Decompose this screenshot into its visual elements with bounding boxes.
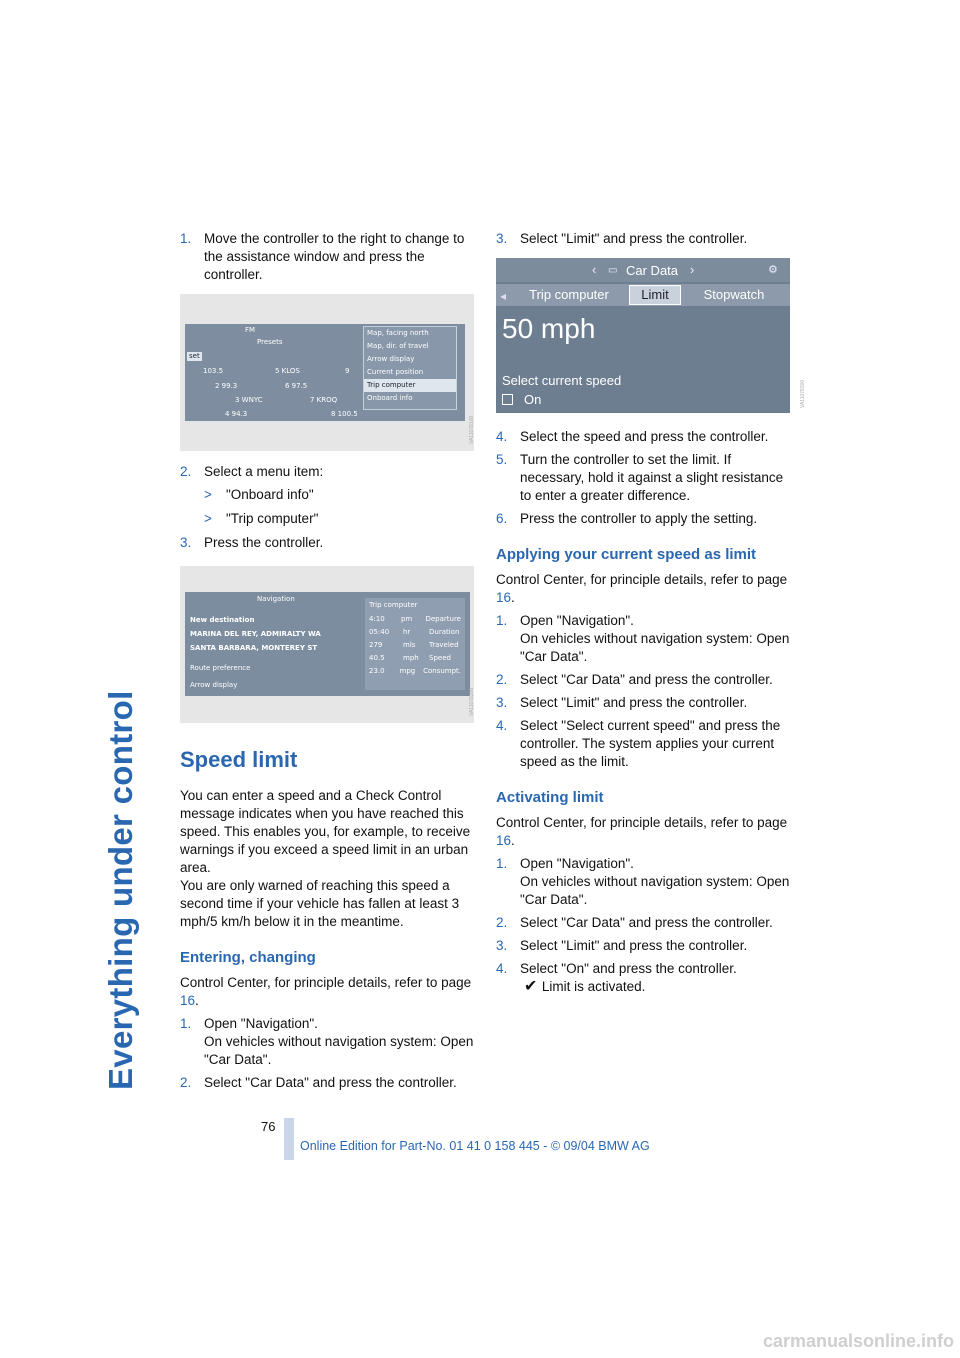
station-cell: 8 100.5 [331,410,358,418]
trip-label: Speed [429,654,451,662]
step-number: 4. [496,429,508,444]
step-number: 1. [496,613,508,628]
trip-label: Duration [429,628,460,636]
apply-steps-list [496,612,796,771]
trip-unit: mls [403,641,416,649]
bullet-arrow: > [204,487,212,502]
car-icon: ▭ [608,265,618,276]
watermark: carmanualsonline.info [762,1331,954,1351]
option-text: "Onboard info" [226,487,314,502]
station-cell: 3 WNYC [235,396,263,404]
station-cell: 103.5 [203,367,224,375]
trip-unit: pm [400,615,413,623]
step-item [180,230,476,284]
trip-value: 279 [369,641,383,649]
trip-values [365,613,465,678]
step-text: Open "Navigation". [520,613,634,628]
select-current-speed[interactable]: Select current speed [502,373,622,388]
step-number: 5. [496,452,508,467]
paragraph: Control Center, for principle details, refer to page 16. [180,975,472,1008]
trip-value: 4:10 [369,615,385,623]
screenshot-limit [496,258,806,416]
tab-stopwatch[interactable]: Stopwatch [703,287,765,302]
trip-value: 05:40 [369,628,390,636]
image-code: VA11078300 [800,379,806,408]
step-number: 3. [496,695,508,710]
step-text: Open "Navigation". [204,1016,318,1031]
menu-item: Arrow display [367,355,415,363]
left-column [180,230,476,1097]
step-text-secondary: On vehicles without navigation system: Open "Car Data". [204,1034,474,1067]
page-link[interactable]: 16 [496,590,512,605]
footer-bar [284,1118,294,1160]
tab-bar [496,284,790,306]
panel-title: Trip computer [369,601,418,609]
intro-text: Control Center, for principle details, refer to page [496,572,788,587]
trip-label: Consumpt. [423,667,461,675]
nav-row: New destination [190,616,255,624]
step-item [496,510,796,528]
heading-entering-changing: Entering, changing [180,949,316,966]
step-item [496,230,796,248]
step-text: Open "Navigation". [520,856,634,871]
on-label: On [524,392,542,407]
step-number: 3. [496,938,508,953]
step-number: 2. [180,1075,192,1090]
step-item [496,914,796,932]
chevron-right-icon: › [690,262,695,277]
step-number: 1. [496,856,508,871]
step-number: 2. [180,464,192,479]
menu-item: Map, facing north [367,329,429,337]
menu-item: Onboard info [367,394,413,402]
section-side-title: Everything under control [102,690,139,1090]
nav-row: SANTA BARBARA, MONTEREY ST [190,644,318,652]
step-item [180,534,476,552]
step-number: 6. [496,511,508,526]
step-number: 4. [496,961,508,976]
paragraph: You are only warned of reaching this speed a second time if your vehicle has fallen at least 3 mph/5 km/h below it in the meantime. [180,878,460,929]
step-item [180,1074,476,1092]
option-text: "Trip computer" [226,511,319,526]
nav-row: MARINA DEL REY, ADMIRALTY WA [190,630,321,638]
step-text-secondary: Limit is activated. [541,979,646,994]
navigation-header: Navigation [257,595,295,603]
step-text: Select "Limit" and press the controller. [520,938,748,953]
station-cell: 7 KROQ [310,396,338,404]
tab-left-arrow-icon: ◂ [500,289,507,303]
header-title: Car Data [626,263,679,278]
paragraph: Control Center, for principle details, refer to page 16. [496,572,788,605]
set-label: set [189,352,200,360]
trip-unit: mph [403,654,419,662]
trip-value-row [365,665,465,678]
step-item [496,694,796,712]
step-item [496,612,796,666]
step-text: Select "Limit" and press the controller. [520,695,748,710]
step-item [180,1015,476,1069]
option-item [180,486,476,504]
step-text: Select "Car Data" and press the controller. [520,672,773,687]
trip-value-row [365,639,465,652]
right-column [496,230,806,1001]
heading-activating-limit: Activating limit [496,789,604,806]
speed-value: 50 mph [502,313,596,344]
nav-row: Arrow display [190,681,238,689]
display-screen [496,258,790,413]
step-text-secondary: On vehicles without navigation system: Open "Car Data". [520,874,790,907]
assistance-menu [363,326,457,410]
trip-label: Departure [425,615,461,623]
step-text: Select a menu item: [204,464,324,479]
fm-tab: FM [245,326,256,334]
intro-text: Control Center, for principle details, refer to page [180,975,472,990]
station-cell: 4 94.3 [225,410,248,418]
presets-label: Presets [257,338,283,346]
checkbox-icon[interactable] [502,394,513,405]
chevron-left-icon: ‹ [592,262,597,277]
step-item [180,463,476,481]
image-code: VA11078200 [469,687,475,716]
step-text: Select "Limit" and press the controller. [520,231,748,246]
intro-text: Control Center, for principle details, refer to page [496,815,788,830]
trip-value: 40.5 [369,654,385,662]
menu-item: Current position [367,368,424,376]
step-item [496,855,796,909]
step-number: 3. [496,231,508,246]
step-item [496,451,796,505]
image-code: VA11078100 [469,415,475,444]
menu-item-selected: Trip computer [364,379,456,392]
settings-icon: ⚙ [768,264,778,276]
step-text: Turn the controller to set the limit. If necessary, hold it against a slight resistance to enter a greater difference. [520,452,784,503]
paragraph: Control Center, for principle details, refer to page 16. [496,815,788,848]
header-bar [496,258,790,282]
step-item [496,937,796,955]
check-icon: ✔ [524,978,542,995]
footer-edition: Online Edition for Part-No. 01 41 0 158 445 - © 09/04 BMW AG [300,1139,650,1153]
nav-row: Route preference [190,664,251,672]
step-number: 3. [180,535,192,550]
step-number: 4. [496,718,508,733]
heading-applying-speed: Applying your current speed as limit [496,546,757,563]
trip-unit: hr [403,628,411,636]
step-text: Select "Select current speed" and press the controller. The system applies your current speed as the limit. [520,718,781,769]
heading-speed-limit: Speed limit [180,747,298,772]
step-text: Move the controller to the right to change to the assistance window and press the controller. [204,231,465,282]
display-screen [185,592,470,696]
step-number: 2. [496,915,508,930]
tab-limit[interactable]: Limit [629,285,681,305]
step-text: Select "Car Data" and press the controller. [520,915,773,930]
trip-value-row [365,613,465,626]
screenshot-assistance-window [180,294,474,451]
tab-trip-computer[interactable]: Trip computer [514,286,624,304]
step-item [496,428,796,446]
step-text: Select "On" and press the controller. [520,961,737,976]
option-item [180,510,476,528]
step-item [496,717,796,771]
trip-value: 23.0 [369,667,385,675]
menu-item: Map, dir. of travel [367,342,429,350]
step-number: 1. [180,1016,192,1031]
step-text-secondary: On vehicles without navigation system: Open "Car Data". [520,631,790,664]
step-item [496,960,796,996]
station-cell: 6 97.5 [285,382,308,390]
page-link[interactable]: 16 [496,833,512,848]
step-text: Select "Car Data" and press the controller. [204,1075,457,1090]
step-text: Press the controller. [204,535,324,550]
display-screen [185,324,465,421]
paragraph: You can enter a speed and a Check Control message indicates when you have reached this speed. This enables you, for example, to receive warnings if you exceed a speed limit in an urban area. [180,788,471,875]
page-link[interactable]: 16 [180,993,196,1008]
trip-value-row [365,652,465,665]
step-number: 2. [496,672,508,687]
station-cell: 9 [345,367,350,375]
step-number: 1. [180,231,192,246]
trip-value-row [365,626,465,639]
station-cell: 5 KLOS [275,367,300,375]
trip-unit: mpg [399,667,416,675]
station-cell: 2 99.3 [215,382,238,390]
activate-steps-list [496,855,796,996]
trip-computer-panel [365,598,465,690]
step-item [496,671,796,689]
step-text: Press the controller to apply the setting. [520,511,758,526]
step-text: Select the speed and press the controller. [520,429,769,444]
trip-label: Traveled [429,641,459,649]
page-number: 76 [261,1119,276,1134]
screenshot-trip-computer [180,566,474,723]
bullet-arrow: > [204,511,212,526]
